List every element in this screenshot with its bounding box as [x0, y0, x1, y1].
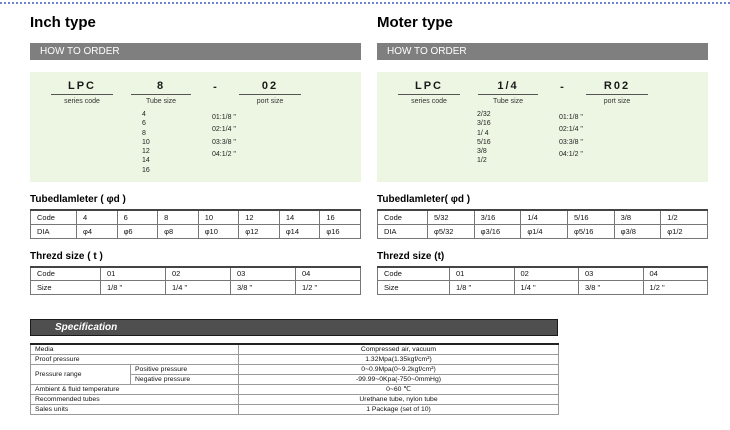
table-cell: 5/16 — [567, 210, 614, 224]
inch-thread-size-heading: Threzd size ( t ) — [30, 250, 103, 262]
inch-tube-part — [122, 80, 200, 105]
inch-tube-label: Tube size — [145, 98, 177, 105]
table-cell: 03 — [231, 267, 296, 281]
table-cell: φ14 — [279, 224, 320, 238]
table-row — [31, 267, 361, 281]
list-item: 3/8 — [477, 148, 487, 156]
list-item: 3/16 — [477, 120, 491, 128]
table-cell: φ12 — [239, 224, 280, 238]
table-cell: 04 — [296, 267, 361, 281]
list-item: 01:1/8 " — [559, 114, 583, 121]
spec-value-ambient-temperature: 0~60 ℃ — [239, 384, 559, 394]
table-row — [31, 224, 361, 238]
inch-port-code: 02 — [239, 80, 301, 95]
table-cell: 1/4 " — [514, 281, 579, 295]
list-item: 8 — [142, 129, 146, 137]
table-cell: 3/16 — [474, 210, 521, 224]
table-cell: 04 — [643, 267, 708, 281]
table-cell: 14 — [279, 210, 320, 224]
table-row — [378, 267, 708, 281]
meter-port-code: R02 — [586, 80, 648, 95]
specification-section — [30, 319, 558, 415]
table-cell: 10 — [198, 210, 239, 224]
meter-thread-size-table — [377, 266, 708, 296]
inch-order-code-box — [30, 72, 361, 182]
inch-port-label: port size — [256, 98, 284, 105]
meter-series-label: series code — [411, 98, 447, 105]
inch-tube-size-list — [142, 110, 212, 175]
inch-series-label: series code — [64, 98, 100, 105]
spec-label-recommended-tubes: Recommended tubes — [31, 394, 239, 404]
list-item: 2/32 — [477, 111, 491, 118]
table-cell: Size — [378, 281, 450, 295]
spec-value-positive-pressure: 0~0.9Mpa(0~9.2kgf/cm²) — [239, 364, 559, 374]
spec-label-proof-pressure: Proof pressure — [31, 354, 239, 364]
specification-bar: Specification — [30, 319, 558, 336]
meter-port-size-list — [559, 110, 583, 166]
table-cell: 1/4 — [521, 210, 568, 224]
table-cell: Code — [378, 267, 450, 281]
inch-order-row — [42, 80, 361, 105]
table-row — [31, 404, 559, 414]
page-top-dotted-divider — [0, 2, 730, 4]
meter-order-dash: - — [560, 81, 564, 93]
list-item: 02:1/4 " — [212, 126, 236, 134]
table-cell: 01 — [450, 267, 515, 281]
list-item: 12 — [142, 148, 150, 156]
table-cell: φ3/8 — [614, 224, 661, 238]
table-cell: DIA — [378, 224, 428, 238]
inch-port-part — [230, 80, 310, 105]
meter-tube-diameter-table — [377, 209, 708, 239]
list-item: 1/ 4 — [477, 129, 489, 137]
list-item: 04:1/2 " — [559, 151, 583, 159]
spec-label-media: Media — [31, 344, 239, 354]
inch-tube-code: 8 — [131, 80, 191, 95]
table-cell: Code — [31, 267, 101, 281]
table-cell: 1/2 " — [296, 281, 361, 295]
table-cell: φ5/32 — [428, 224, 475, 238]
spec-sublabel-positive-pressure: Positive pressure — [131, 364, 239, 374]
table-row — [31, 281, 361, 295]
table-cell: 6 — [117, 210, 158, 224]
meter-port-part — [577, 80, 657, 105]
table-cell: φ4 — [77, 224, 118, 238]
inch-type-title: Inch type — [30, 14, 96, 31]
specification-table — [30, 343, 559, 415]
spec-label-pressure-range: Pressure range — [31, 364, 131, 384]
list-item: 14 — [142, 157, 150, 165]
table-cell: 02 — [166, 267, 231, 281]
list-item: 10 — [142, 138, 150, 146]
inch-tube-diameter-heading: Tubedlamleter ( φd ) — [30, 194, 126, 205]
inch-how-to-order-bar: HOW TO ORDER — [30, 43, 361, 60]
meter-type-title: Moter type — [377, 14, 453, 31]
table-row — [378, 224, 708, 238]
spec-sublabel-negative-pressure: Negative pressure — [131, 374, 239, 384]
table-cell: 1/8 " — [101, 281, 166, 295]
table-cell: 4 — [77, 210, 118, 224]
table-cell: 03 — [579, 267, 644, 281]
table-cell: φ3/16 — [474, 224, 521, 238]
table-row — [378, 210, 708, 224]
inch-order-dash: - — [213, 81, 217, 93]
spec-value-media: Compressed air, vacuum — [239, 344, 559, 354]
table-row — [31, 344, 559, 354]
table-cell: φ1/4 — [521, 224, 568, 238]
table-cell: 5/32 — [428, 210, 475, 224]
spec-label-sales-units: Sales units — [31, 404, 239, 414]
table-cell: 3/8 " — [579, 281, 644, 295]
inch-series-part — [42, 80, 122, 105]
meter-series-part — [389, 80, 469, 105]
table-cell: φ6 — [117, 224, 158, 238]
inch-series-code: LPC — [51, 80, 113, 95]
inch-tube-diameter-table — [30, 209, 361, 239]
meter-port-label: port size — [603, 98, 631, 105]
table-cell: 3/8 " — [231, 281, 296, 295]
table-cell: 01 — [101, 267, 166, 281]
inch-option-lists — [42, 110, 361, 175]
list-item: 16 — [142, 166, 150, 174]
table-cell: φ8 — [158, 224, 199, 238]
inch-port-size-list — [212, 110, 236, 175]
table-row — [31, 210, 361, 224]
table-cell: Code — [31, 210, 77, 224]
table-cell: 1/2 — [661, 210, 708, 224]
spec-value-proof-pressure: 1.32Mpa(1.35kgf/cm²) — [239, 354, 559, 364]
list-item: 01:1/8 " — [212, 114, 236, 121]
table-cell: 02 — [514, 267, 579, 281]
spec-value-negative-pressure: -99.99~0Kpa(-750~0mmHg) — [239, 374, 559, 384]
meter-thread-size-heading: Threzd size (t) — [377, 250, 445, 262]
table-cell: φ1/2 — [661, 224, 708, 238]
table-cell: 8 — [158, 210, 199, 224]
table-row — [378, 281, 708, 295]
meter-tube-label: Tube size — [492, 98, 524, 105]
table-row — [31, 354, 559, 364]
list-item: 4 — [142, 111, 146, 118]
table-cell: Size — [31, 281, 101, 295]
meter-series-code: LPC — [398, 80, 460, 95]
table-cell: 16 — [320, 210, 361, 224]
table-cell: Code — [378, 210, 428, 224]
table-row — [31, 364, 559, 374]
table-cell: 3/8 — [614, 210, 661, 224]
meter-tube-code: 1/4 — [478, 80, 538, 95]
list-item: 1/2 — [477, 157, 487, 165]
table-cell: 12 — [239, 210, 280, 224]
table-cell: 1/8 " — [450, 281, 515, 295]
spec-label-ambient-temperature: Ambient & fluid temperature — [31, 384, 239, 394]
meter-tube-diameter-heading: Tubedlamleter( φd ) — [377, 194, 471, 205]
meter-tube-part — [469, 80, 547, 105]
table-row — [31, 384, 559, 394]
table-row — [31, 394, 559, 404]
list-item: 03:3/8 " — [559, 138, 583, 146]
spec-value-sales-units: 1 Package (set of 10) — [239, 404, 559, 414]
list-item: 6 — [142, 120, 146, 128]
meter-order-code-box — [377, 72, 708, 182]
inch-type-column — [30, 10, 361, 295]
meter-tube-size-list — [477, 110, 559, 166]
table-cell: φ5/16 — [567, 224, 614, 238]
meter-type-column — [377, 10, 708, 295]
inch-thread-size-table — [30, 266, 361, 296]
spec-value-recommended-tubes: Urethane tube, nylon tube — [239, 394, 559, 404]
table-cell: 1/4 " — [166, 281, 231, 295]
list-item: 03:3/8 " — [212, 138, 236, 146]
table-cell: φ16 — [320, 224, 361, 238]
meter-how-to-order-bar: HOW TO ORDER — [377, 43, 708, 60]
list-item: 5/16 — [477, 138, 491, 146]
list-item: 04:1/2 " — [212, 151, 236, 159]
table-cell: 1/2 " — [643, 281, 708, 295]
list-item: 02:1/4 " — [559, 126, 583, 134]
table-cell: DIA — [31, 224, 77, 238]
table-cell: φ10 — [198, 224, 239, 238]
meter-order-row — [389, 80, 708, 105]
meter-option-lists — [389, 110, 708, 166]
